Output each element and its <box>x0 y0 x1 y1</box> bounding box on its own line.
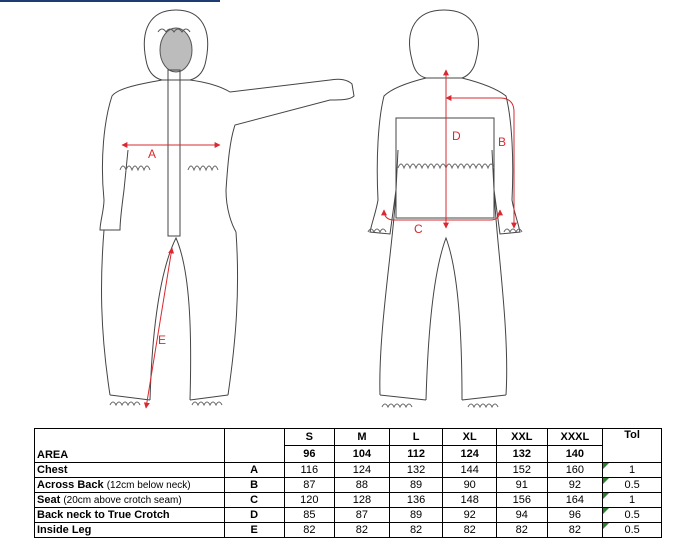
front-body-outline <box>100 79 354 400</box>
cell-value: 92 <box>443 508 497 523</box>
cell-value: 82 <box>547 523 603 538</box>
cell-value: 82 <box>443 523 497 538</box>
tol-header: Tol <box>603 429 662 463</box>
cell-value: 160 <box>547 463 603 478</box>
cell-value: 82 <box>497 523 548 538</box>
row-code: D <box>224 508 284 523</box>
cell-value: 88 <box>335 478 390 493</box>
front-ankle-elastic <box>110 402 222 405</box>
cell-value: 87 <box>335 508 390 523</box>
size-xxxl-header: XXXL <box>547 429 603 446</box>
row-area: Across Back (12cm below neck) <box>35 478 225 493</box>
cell-tol: 1 <box>603 463 662 478</box>
label-c: C <box>414 222 423 236</box>
back-panel <box>396 118 494 218</box>
row-code: E <box>224 523 284 538</box>
size-xxxl-chest: 140 <box>547 446 603 463</box>
cell-value: 89 <box>389 478 443 493</box>
table-row <box>35 463 662 478</box>
row-area: Seat (20cm above crotch seam) <box>35 493 225 508</box>
size-xl-header: XL <box>443 429 497 446</box>
size-xxl-header: XXL <box>497 429 548 446</box>
cell-value: 89 <box>389 508 443 523</box>
table-row <box>35 478 662 493</box>
cell-value: 128 <box>335 493 390 508</box>
cell-value: 94 <box>497 508 548 523</box>
front-measurements <box>122 145 220 408</box>
cell-value: 85 <box>284 508 335 523</box>
size-table <box>34 428 662 538</box>
cell-value: 90 <box>443 478 497 493</box>
front-waist-elastic <box>120 166 218 170</box>
table-row <box>35 508 662 523</box>
row-code: A <box>224 463 284 478</box>
label-b: B <box>498 135 507 149</box>
size-header-row <box>35 429 662 446</box>
row-area: Inside Leg <box>35 523 225 538</box>
measure-e-line <box>146 248 172 408</box>
cell-value: 87 <box>284 478 335 493</box>
front-view <box>100 10 354 405</box>
row-code: B <box>224 478 284 493</box>
cell-value: 82 <box>335 523 390 538</box>
cell-value: 92 <box>547 478 603 493</box>
row-area: Chest <box>35 463 225 478</box>
cell-value: 96 <box>547 508 603 523</box>
cell-value: 148 <box>443 493 497 508</box>
size-l-chest: 112 <box>389 446 443 463</box>
size-m-chest: 104 <box>335 446 390 463</box>
cell-value: 152 <box>497 463 548 478</box>
table-row <box>35 493 662 508</box>
cell-value: 91 <box>497 478 548 493</box>
label-e: E <box>158 333 167 347</box>
cell-value: 124 <box>335 463 390 478</box>
front-zipper <box>168 70 180 236</box>
cell-value: 120 <box>284 493 335 508</box>
row-code: C <box>224 493 284 508</box>
row-area: Back neck to True Crotch <box>35 508 225 523</box>
size-s-chest: 96 <box>284 446 335 463</box>
cell-value: 132 <box>389 463 443 478</box>
cell-tol: 0.5 <box>603 478 662 493</box>
cell-value: 164 <box>547 493 603 508</box>
label-d: D <box>452 129 461 143</box>
cell-value: 156 <box>497 493 548 508</box>
back-view <box>368 10 522 407</box>
cell-tol: 1 <box>603 493 662 508</box>
cell-value: 116 <box>284 463 335 478</box>
code-header <box>224 429 284 463</box>
front-face-opening <box>160 28 192 72</box>
back-ankle-elastic <box>382 404 498 407</box>
table-row <box>35 523 662 538</box>
cell-tol: 0.5 <box>603 508 662 523</box>
cell-value: 144 <box>443 463 497 478</box>
back-hood <box>410 10 479 78</box>
back-body-outline <box>370 78 520 400</box>
size-l-header: L <box>389 429 443 446</box>
cell-tol: 0.5 <box>603 523 662 538</box>
cell-value: 82 <box>389 523 443 538</box>
label-a: A <box>148 147 157 161</box>
size-s-header: S <box>284 429 335 446</box>
size-xxl-chest: 132 <box>497 446 548 463</box>
area-header: AREA <box>35 429 225 463</box>
size-m-header: M <box>335 429 390 446</box>
size-xl-chest: 124 <box>443 446 497 463</box>
cell-value: 82 <box>284 523 335 538</box>
cell-value: 136 <box>389 493 443 508</box>
